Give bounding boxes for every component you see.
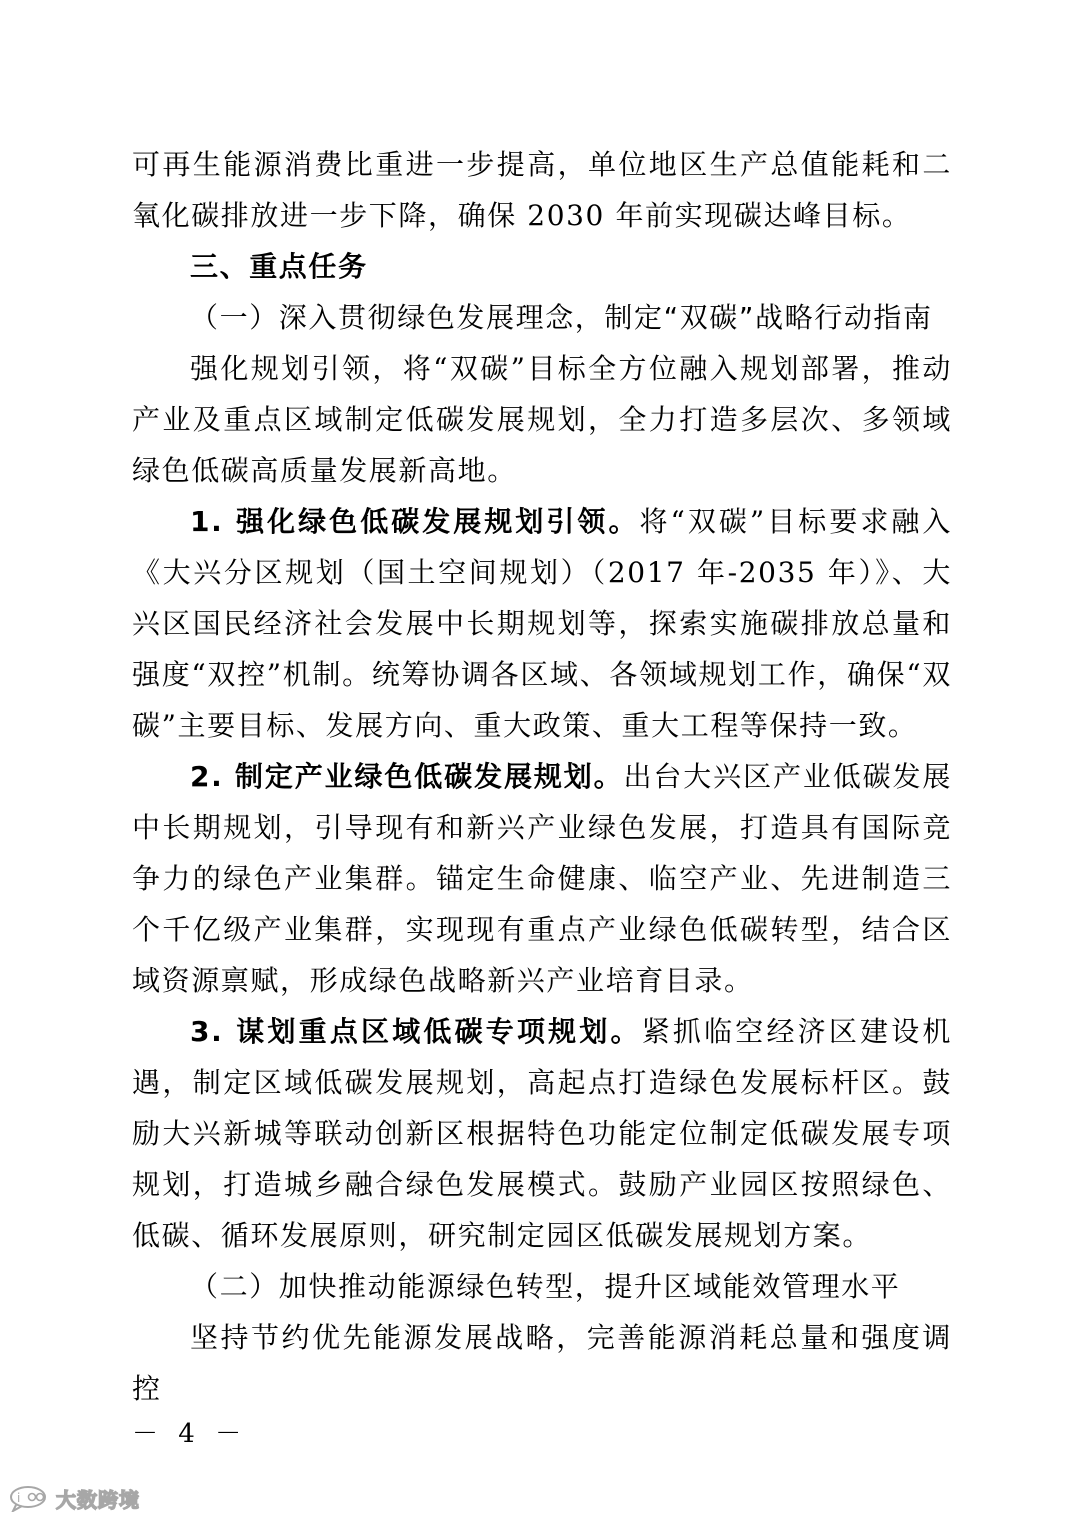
paragraph-item-2 <box>132 751 952 1006</box>
paragraph-continuation: 可再生能源消费比重进一步提高，单位地区生产总值能耗和二氧化碳排放进一步下降，确保 2030 年前实现碳达峰目标。 <box>132 148 952 232</box>
watermark <box>8 1483 140 1513</box>
item-3-body: 紧抓临空经济区建设机遇，制定区域低碳发展规划，高起点打造绿色发展标杆区。鼓励大兴新城等联动创新区根据特色功能定位制定低碳发展专项规划，打造城乡融合绿色发展模式。鼓励产业园区按照绿色、低碳、循环发展原则，研究制定园区低碳发展规划方案。 <box>132 1015 952 1252</box>
paragraph-intro: 强化规划引领，将“双碳”目标全方位融入规划部署，推动产业及重点区域制定低碳发展规划，全力打造多层次、多领域绿色低碳高质量发展新高地。 <box>132 352 952 487</box>
document-body <box>132 139 952 1414</box>
section-heading: 三、重点任务 <box>190 250 368 283</box>
paragraph-item-3 <box>132 1006 952 1261</box>
item-1-title: 1. 强化绿色低碳发展规划引领。 <box>190 505 640 538</box>
subsection-heading-2: （二）加快推动能源绿色转型，提升区域能效管理水平 <box>190 1270 901 1303</box>
item-1-body: 将“双碳”目标要求融入《大兴分区规划（国土空间规划）（2017 年-2035 年）》、大兴区国民经济社会发展中长期规划等，探索实施碳排放总量和强度“双控”机制。统筹协调各区域、各领域规划工作，确保“双碳”主要目标、发展方向、重大政策、重大工程等保持一致。 <box>132 505 953 742</box>
subsection-heading-1: （一）深入贯彻绿色发展理念，制定“双碳”战略行动指南 <box>190 301 933 334</box>
watermark-text: 大数跨境 <box>56 1487 140 1512</box>
item-3-title: 3. 谋划重点区域低碳专项规划。 <box>190 1015 642 1048</box>
svg-text:i: i <box>17 1491 21 1505</box>
item-2-title: 2. 制定产业绿色低碳发展规划。 <box>190 760 624 793</box>
item-2-body: 出台大兴区产业低碳发展中长期规划，引导现有和新兴产业绿色发展，打造具有国际竞争力的绿色产业集群。锚定生命健康、临空产业、先进制造三个千亿级产业集群，实现现有重点产业绿色低碳转型，结合区域资源禀赋，形成绿色战略新兴产业培育目录。 <box>132 760 953 997</box>
page-number: － 4 － <box>132 1419 248 1449</box>
paragraph-energy: 坚持节约优先能源发展战略，完善能源消耗总量和强度调控 <box>132 1321 952 1405</box>
speech-bubble-logo-icon <box>8 1484 52 1512</box>
paragraph-item-1 <box>132 496 952 751</box>
